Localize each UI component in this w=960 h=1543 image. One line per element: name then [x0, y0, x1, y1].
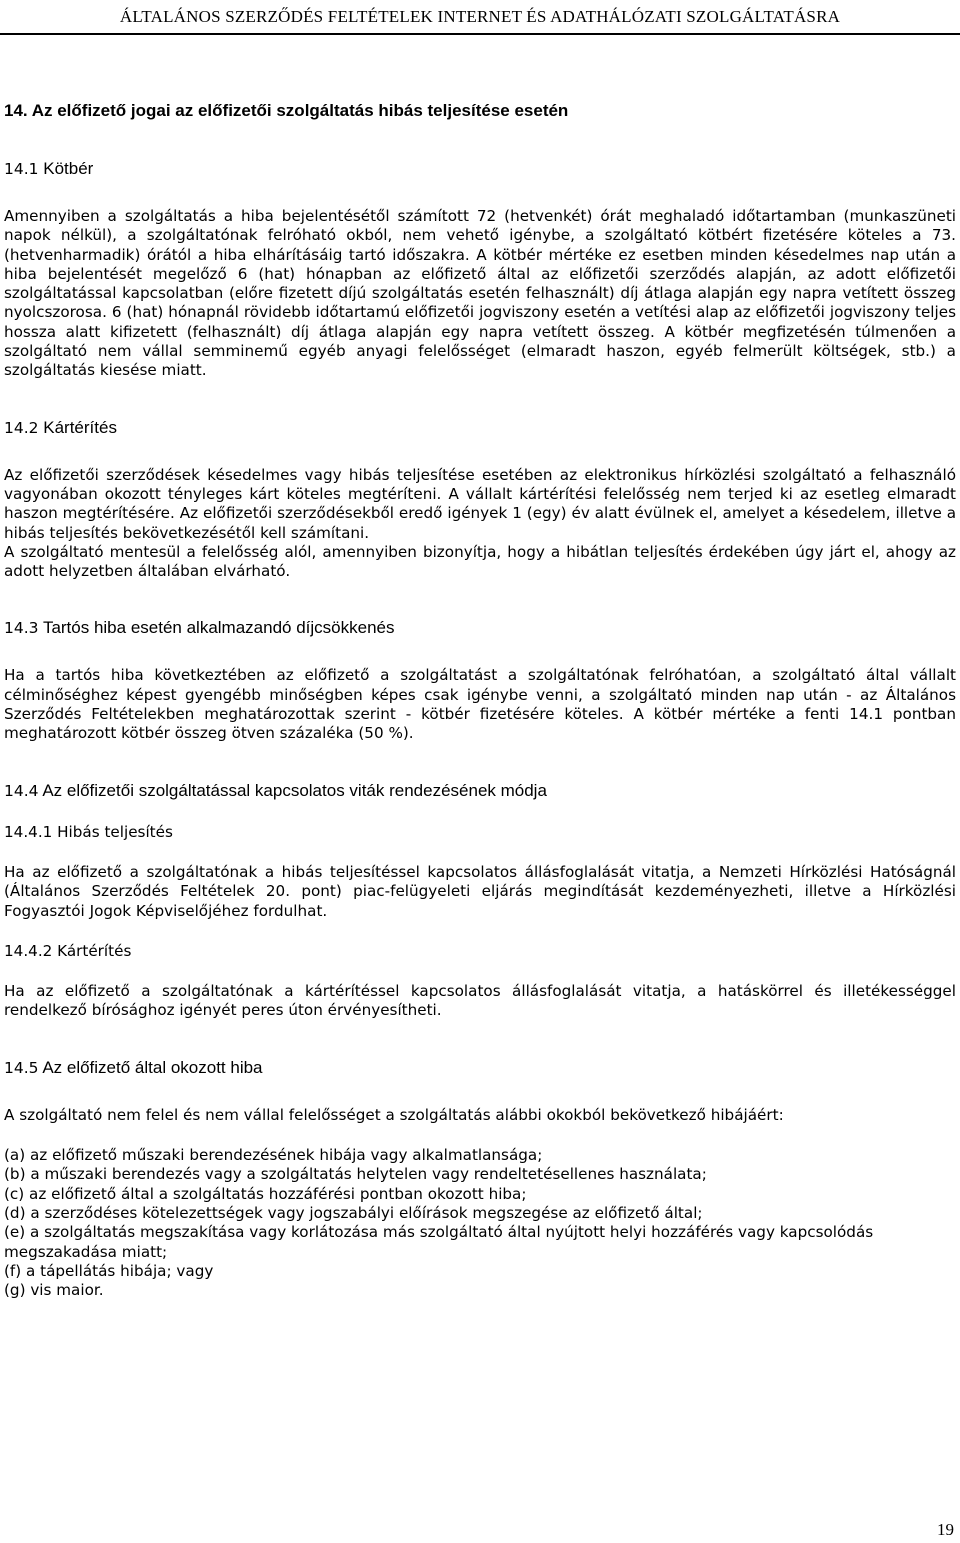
liability-exclusion-list: [4, 1146, 956, 1300]
page-number: 19: [937, 1520, 954, 1539]
section-number: 14.1: [4, 160, 39, 178]
list-item: (f) a tápellátás hibája; vagy: [4, 1261, 214, 1280]
list-item: (c) az előfizető által a szolgáltatás hozzáférési pontban okozott hiba;: [4, 1184, 527, 1203]
section-title: Az előfizető által okozott hiba: [42, 1057, 263, 1077]
section-title: Kötbér: [43, 159, 94, 178]
section-14-4-2-heading: 14.4.2 Kártérítés: [4, 941, 132, 960]
section-14-4-heading: [4, 780, 956, 802]
section-number: 14.5: [4, 1058, 39, 1077]
section-14-4-1-body: Ha az előfizető a szolgáltatónak a hibás teljesítéssel kapcsolatos állásfoglalását vitatja, a Nemzeti Hírközlési Hatóságnál (Általános Szerződés Feltételek 20. pont) piac-felügyeleti eljárás megindítását kezdeményezheti, illetve a Hírközlési Fogyasztói Jogok Képviselőjéhez fordulhat.: [4, 862, 956, 920]
section-14-3-body: Ha a tartós hiba következtében az előfizető a szolgáltatást a szolgáltatónak felróhatóan, a szolgáltató által vállalt célminőséghez képest gyengébb minőségben képes csak igénybe venni, a szolgáltató minden nap után - az Általános Szerződés Feltételekben meghatározottak szerint - kötbér fizetésére köteles. A kötbér mértéke a fenti 14.1 pontban meghatározott kötbér összeg ötven százaléka (50 %).: [4, 666, 956, 743]
section-14-2-body-1: Az előfizetői szerződések késedelmes vagy hibás teljesítése esetében az elektronikus hírközlési szolgáltató a felhasználó vagyonában okozott tényleges kárt köteles megtéríteni. A vállalt kártérítési felelősség nem terjed ki az esetleg elmaradt haszon megtérítésére. Az előfizetői szerződésekből eredő igények 1 (egy) év alatt évülnek el, amelyet a késedelem, illetve a hibás teljesítés bekövetkezésétől kell számítani.: [4, 465, 956, 542]
section-14-1-heading: [4, 158, 956, 180]
page-content: [4, 100, 956, 1300]
section-14-5-intro: A szolgáltató nem felel és nem vállal felelősséget a szolgáltatás alábbi okokból bekövetkező hibájáért:: [4, 1105, 784, 1124]
section-14-3-heading: [4, 617, 956, 639]
list-item: (d) a szerződéses kötelezettségek vagy jogszabályi előírások megszegése az előfizető által;: [4, 1203, 703, 1222]
list-item: (b) a műszaki berendezés vagy a szolgáltatás helytelen vagy rendeltetésellenes használata;: [4, 1165, 707, 1184]
section-14-2-heading: [4, 417, 956, 439]
header-divider: [0, 33, 960, 35]
list-item: (e) a szolgáltatás megszakítása vagy korlátozása más szolgáltató által nyújtott helyi hozzáférés vagy kapcsolódás megszakadása miatt;: [4, 1223, 874, 1261]
running-header: ÁLTALÁNOS SZERZŐDÉS FELTÉTELEK INTERNET ÉS ADATHÁLÓZATI SZOLGÁLTATÁSRA: [119, 7, 841, 26]
section-14-4-2-body: Ha az előfizető a szolgáltatónak a kártérítéssel kapcsolatos állásfoglalását vitatja, a hatáskörrel és illetékességgel rendelkező bírósághoz igényét peres úton érvényesítheti.: [4, 982, 956, 1020]
section-number: 14.2: [4, 418, 39, 437]
list-item: (a) az előfizető műszaki berendezésének hibája vagy alkalmatlansága;: [4, 1146, 543, 1165]
section-number: 14.4: [4, 781, 39, 800]
section-title: Tartós hiba esetén alkalmazandó díjcsökkenés: [42, 618, 395, 638]
section-14-4-1-heading: 14.4.1 Hibás teljesítés: [4, 822, 173, 841]
list-item: (g) vis maior.: [4, 1281, 104, 1300]
section-14-1-body: Amennyiben a szolgáltatás a hiba bejelentésétől számított 72 (hetvenkét) órát meghaladó időtartamban (munkaszüneti napok nélkül), a szolgáltatónak felróható okból, nem vehető igénybe, a szolgáltató kötbért fizetésére köteles a 73. (hetvenharmadik) órától a hiba elhárításáig tartó időszakra. A kötbér mértéke ez esetben minden késedelmes nap után a hiba bejelentését megelőző 6 (hat) hónapban az előfizető által az előfizetői szerződés alapján, az adott előfizetői szolgáltatással kapcsolatban (előre fizetett díjú szolgáltatás esetén felhasznált) díj átlaga alapján egy napra vetített összeg nyolcszorosa. 6 (hat) hónapnál rövidebb időtartamú előfizetői jogviszony esetén a vetítési alap az előfizetői jogviszony teljes hossza alatt kifizetett (felhasznált) díj átlaga alapján egy napra vetített összeg. A kötbér megfizetésén túlmenően a szolgáltató nem vállal semminemű egyéb anyagi felelősséget (elmaradt haszon, egyéb felmerült költségek, stb.) a szolgáltatás kiesése miatt.: [4, 207, 956, 380]
section-14-2-body-2: A szolgáltató mentesül a felelősség alól, amennyiben bizonyítja, hogy a hibátlan teljesítés érdekében úgy járt el, ahogy az adott helyzetben általában elvárható.: [4, 542, 956, 581]
section-title: Kártérítés: [43, 417, 117, 437]
section-14-heading: 14. Az előfizető jogai az előfizetői szolgáltatás hibás teljesítése esetén: [4, 101, 569, 120]
section-14-5-heading: [4, 1057, 956, 1079]
section-title: Az előfizetői szolgáltatással kapcsolatos viták rendezésének módja: [42, 780, 547, 800]
section-number: 14.3: [4, 619, 39, 638]
